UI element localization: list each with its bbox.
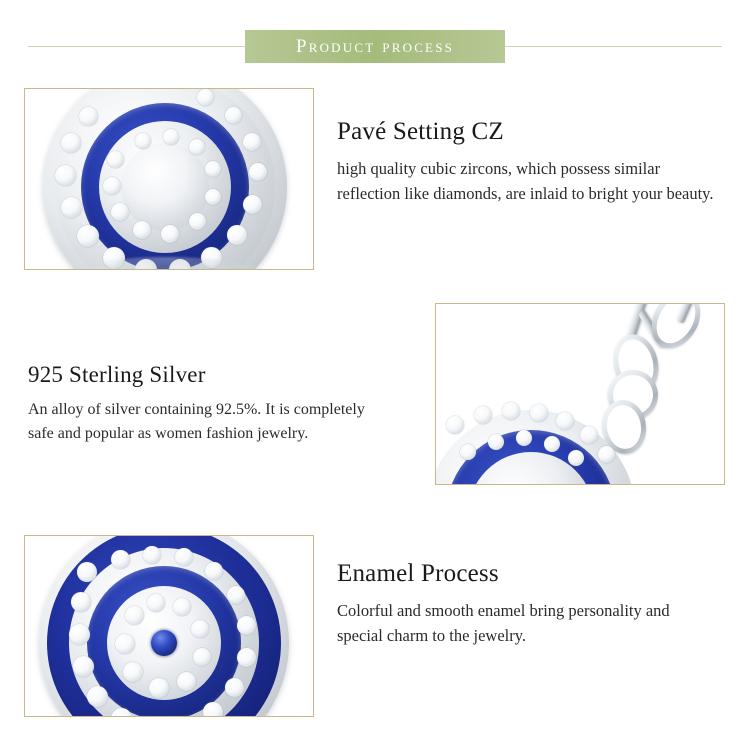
cz-stone — [79, 107, 98, 126]
cz-stone — [446, 416, 464, 434]
cz-stone — [55, 165, 76, 186]
sterling-silver-body: An alloy of silver containing 92.5%. It is completely safe and popular as women fashion jewelry. — [28, 401, 365, 443]
cz-stone — [488, 434, 504, 450]
cz-stone — [111, 203, 129, 221]
cz-stone — [197, 89, 214, 106]
cz-stone — [249, 163, 267, 181]
jewelry-artwork — [25, 89, 313, 269]
pave-setting-cz-text-block — [337, 118, 722, 206]
cz-stone — [143, 546, 161, 564]
cz-stone — [205, 189, 221, 205]
pave-setting-cz-headline: Pavé Setting CZ — [337, 118, 504, 145]
cz-stone — [205, 562, 223, 580]
cz-stone — [161, 225, 179, 243]
cz-stone — [61, 133, 81, 153]
cz-stone — [227, 225, 247, 245]
cz-stone — [77, 225, 99, 247]
cz-stone — [173, 598, 191, 616]
cz-stone — [237, 648, 256, 667]
cz-stone — [73, 656, 94, 677]
header-banner — [245, 30, 505, 63]
jewelry-artwork — [436, 304, 724, 484]
cz-stone — [568, 450, 584, 466]
cz-stone — [556, 412, 574, 430]
cz-stone — [175, 548, 193, 566]
cz-stone — [69, 624, 90, 645]
cz-stone — [243, 195, 262, 214]
cz-stone — [125, 606, 144, 625]
cz-stone — [147, 594, 165, 612]
pendant-pave-closeup-image — [24, 88, 314, 270]
cz-stone — [460, 444, 476, 460]
cz-stone — [544, 436, 560, 452]
enamel-process-text-block — [337, 560, 717, 648]
cz-stone — [191, 620, 209, 638]
cz-stone — [502, 402, 520, 420]
cz-stone — [237, 616, 256, 635]
sterling-silver-text-block — [28, 362, 388, 447]
cz-stone — [71, 592, 91, 612]
cz-stone — [77, 562, 97, 582]
cz-stone — [177, 672, 196, 691]
page-title: Product process — [295, 36, 455, 57]
cz-stone — [61, 197, 82, 218]
cz-stone — [135, 133, 151, 149]
cz-stone — [225, 107, 242, 124]
cz-stone — [530, 404, 548, 422]
cz-stone — [516, 430, 532, 446]
cz-stone — [103, 177, 121, 195]
cz-stone — [243, 133, 261, 151]
pave-setting-cz-body: high quality cubic zircons, which possess similar reflection like diamonds, are inlaid to bright your beauty. — [337, 159, 714, 204]
cz-stone — [598, 446, 615, 463]
page-header — [0, 30, 750, 64]
jewelry-artwork — [25, 536, 313, 716]
cz-stone — [111, 550, 130, 569]
cz-stone — [474, 406, 492, 424]
pendant-blue-enamel-closeup-image — [24, 535, 314, 717]
cz-stone — [107, 151, 124, 168]
cz-stone — [149, 678, 169, 698]
cz-stone — [225, 678, 244, 697]
chain-and-pendant-closeup-image — [435, 303, 725, 485]
sterling-silver-headline: 925 Sterling Silver — [28, 362, 206, 387]
cz-stone — [133, 221, 151, 239]
cz-stone — [163, 129, 179, 145]
cz-stone — [123, 662, 143, 682]
cz-stone — [87, 686, 108, 707]
center-blue-gem — [151, 630, 177, 656]
cz-stone — [193, 648, 211, 666]
cz-stone — [115, 634, 135, 654]
enamel-process-headline: Enamel Process — [337, 560, 499, 587]
cz-stone — [189, 139, 205, 155]
cz-stone — [580, 426, 598, 444]
cz-stone — [227, 586, 245, 604]
cz-stone — [203, 702, 223, 717]
cz-stone — [205, 161, 221, 177]
cz-stone — [189, 213, 206, 230]
enamel-process-body: Colorful and smooth enamel bring personality and special charm to the jewelry. — [337, 601, 670, 646]
